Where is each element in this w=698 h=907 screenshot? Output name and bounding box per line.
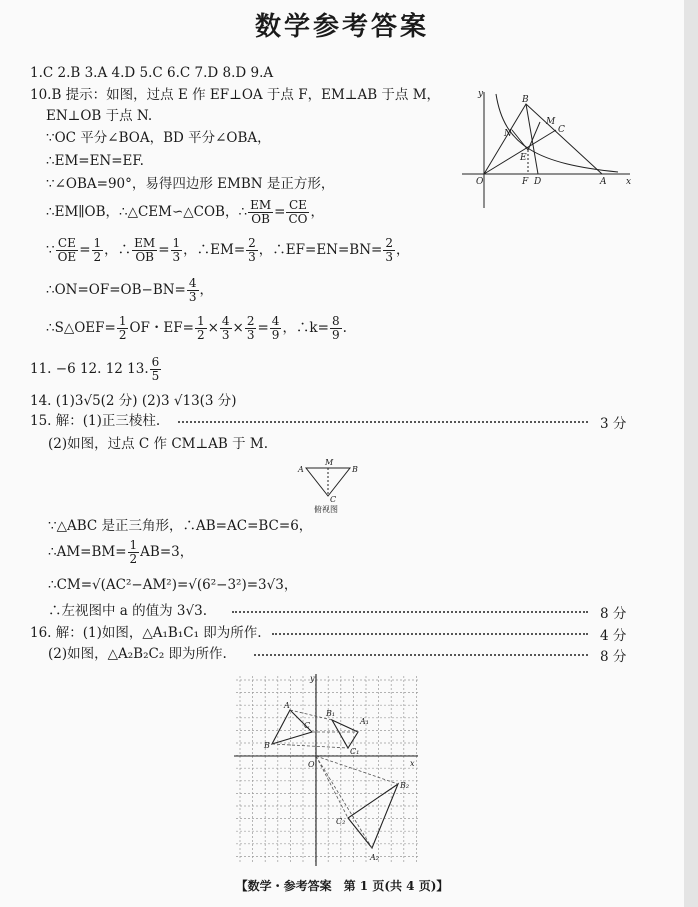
line-bb1: [272, 744, 348, 748]
q16-line2: (2)如图，△A₂B₂C₂ 即为所作.: [48, 646, 227, 662]
denominator: 9: [271, 328, 280, 342]
denominator: 9: [331, 328, 340, 342]
q10-line4: ∴EM=EN=EF.: [46, 153, 144, 169]
denominator: OB: [251, 212, 270, 226]
text: ∴EM∥OB，∴△CEM∽△COB，∴: [46, 204, 248, 220]
q16-line1: 16. 解：(1)如图，△A₁B₁C₁ 即为所作.: [30, 625, 262, 641]
page-footer: 【数学・参考答案 第 1 页(共 4 页)】: [235, 879, 449, 893]
page-title: 数学参考答案: [254, 12, 429, 42]
text: ，∴EF=EN=BN=: [258, 242, 383, 258]
numerator: EM: [134, 236, 156, 250]
label-y: y: [310, 674, 315, 683]
denominator: OE: [57, 250, 77, 264]
numerator: 1: [118, 314, 127, 328]
text: ，∴: [104, 242, 132, 258]
fraction: [187, 277, 199, 304]
score-q15-part1: 3 分: [600, 416, 627, 432]
label-n: N: [504, 129, 512, 139]
fraction: [56, 237, 79, 264]
ray-oa2: [316, 756, 372, 848]
text: .: [342, 320, 347, 336]
figure-caption: 俯视图: [314, 505, 338, 514]
dotted-leader: [232, 611, 588, 613]
denominator: 2: [129, 552, 138, 566]
label-a: A: [298, 465, 304, 474]
label-b: B: [352, 465, 358, 474]
text: ，: [310, 204, 324, 220]
label-o: O: [308, 760, 315, 769]
label-c: C: [304, 721, 311, 730]
fraction: [248, 199, 273, 226]
label-f: F: [522, 177, 529, 187]
label-c: C: [330, 495, 337, 504]
denominator: 5: [151, 369, 160, 383]
q15-line4: [48, 538, 193, 566]
denominator: 3: [221, 328, 230, 342]
q15-line6: ∴左视图中 a 的值为 3√3.: [48, 603, 207, 619]
denominator: 2: [118, 328, 127, 342]
fraction: [383, 237, 395, 264]
denominator: 2: [93, 250, 102, 264]
mcq-answers: 1.C 2.B 3.A 4.D 5.C 6.C 7.D 8.D 9.A: [30, 65, 274, 81]
text: ∵: [46, 242, 55, 258]
q10-line2: EN⊥OB 于点 N.: [46, 108, 153, 124]
fraction: [220, 315, 232, 342]
numerator: 1: [93, 236, 102, 250]
dotted-leader: [254, 654, 588, 656]
text: 11. −6 12. 12 13.: [30, 361, 149, 377]
score-q16-part1: 4 分: [600, 628, 627, 644]
denominator: 2: [196, 328, 205, 342]
label-b2: B₂: [400, 781, 410, 790]
label-a1: A₁: [360, 717, 369, 726]
denominator: 3: [248, 250, 256, 264]
fraction: [195, 315, 207, 342]
denominator: OB: [135, 250, 154, 264]
q15-line2: (2)如图，过点 C 作 CM⊥AB 于 M.: [48, 436, 269, 452]
text: =: [274, 204, 286, 220]
label-o: O: [476, 177, 484, 187]
fraction: [117, 315, 129, 342]
numerator: CE: [286, 199, 309, 213]
label-b1: B₁: [326, 709, 336, 718]
fraction: [330, 315, 342, 342]
q15-line3: ∵△ABC 是正三角形，∴AB=AC=BC=6，: [48, 518, 313, 534]
q16-grid-figure: [232, 672, 422, 868]
dotted-leader: [272, 633, 588, 635]
text: ，∴k=: [282, 320, 329, 336]
numerator: 1: [129, 538, 138, 552]
label-c: C: [558, 125, 565, 135]
q10-line1: 10.B 提示：如图，过点 E 作 EF⊥OA 于点 F，EM⊥AB 于点 M，: [30, 87, 441, 103]
text: ×: [232, 320, 244, 336]
numerator: 4: [221, 314, 230, 328]
q10-line8: [46, 276, 213, 304]
top-view-figure: [294, 456, 364, 516]
text: ，: [396, 242, 410, 258]
fraction: [286, 199, 309, 226]
numerator: 4: [271, 314, 280, 328]
q10-line5: ∵∠OBA=90°，易得四边形 EMBN 是正方形，: [46, 176, 335, 192]
q14-answer: 14. (1)3√5(2 分) (2)3 √13(3 分): [30, 393, 237, 409]
label-m: M: [546, 117, 556, 127]
text: ，∴EM=: [183, 242, 246, 258]
label-b: B: [264, 741, 270, 750]
score-q16-part2: 8 分: [600, 649, 627, 665]
fraction: [246, 237, 258, 264]
triangle-a1b1c1: [332, 720, 358, 748]
numerator: 2: [248, 236, 256, 250]
dotted-leader: [178, 421, 588, 423]
numerator: 1: [172, 236, 181, 250]
numerator: 2: [385, 236, 393, 250]
numerator: 4: [188, 276, 197, 290]
numerator: 1: [196, 314, 205, 328]
denominator: 3: [188, 290, 197, 304]
numerator: 8: [331, 314, 340, 328]
denominator: CO: [288, 212, 308, 226]
fraction: [128, 539, 140, 566]
ray-oc2: [316, 756, 348, 818]
q15-line1: 15. 解：(1)正三棱柱.: [30, 413, 161, 429]
text: ×: [207, 320, 219, 336]
label-a: A: [600, 177, 607, 187]
denominator: 3: [172, 250, 181, 264]
numerator: CE: [56, 237, 79, 251]
fraction: [270, 315, 282, 342]
label-y: y: [478, 89, 484, 99]
fraction: [92, 237, 104, 264]
q10-line7: [46, 236, 410, 264]
fraction: [150, 356, 162, 383]
q10-line6: [46, 198, 324, 226]
numerator: 6: [151, 355, 160, 369]
text: ，: [199, 282, 214, 298]
label-a2: A₂: [370, 853, 379, 862]
label-m: M: [325, 458, 334, 467]
text: ∴AM=BM=: [48, 544, 127, 560]
label-a: A: [284, 701, 290, 710]
score-q15-part2: 8 分: [600, 606, 627, 622]
fraction: [171, 237, 183, 264]
fraction: [245, 315, 257, 342]
text: =: [158, 242, 170, 258]
scan-edge: [684, 0, 698, 907]
numerator: 2: [246, 314, 255, 328]
text: =: [257, 320, 269, 336]
q10-line9: [46, 314, 347, 342]
denominator: 3: [385, 250, 393, 264]
label-d: D: [534, 177, 542, 187]
text: ∴ON=OF=OB−BN=: [46, 282, 186, 298]
q10-figure: [458, 86, 636, 212]
label-x: x: [410, 759, 415, 768]
text: =: [79, 242, 91, 258]
q11-13-answers: [30, 354, 162, 384]
fraction: [132, 237, 157, 264]
q15-line5: ∴CM=√(AC²−AM²)=√(6²−3²)=3√3，: [48, 577, 298, 593]
line-oc: [484, 130, 556, 174]
text: ∴S△OEF=: [46, 320, 116, 336]
numerator: EM: [250, 198, 272, 212]
label-c2: C₂: [336, 817, 346, 826]
text: OF・EF=: [129, 320, 194, 336]
denominator: 3: [246, 328, 255, 342]
label-c1: C₁: [350, 747, 360, 756]
label-b: B: [522, 95, 529, 105]
q10-line3: ∵OC 平分∠BOA，BD 平分∠OBA，: [46, 130, 271, 146]
text: AB=3，: [140, 544, 194, 560]
label-x: x: [626, 177, 632, 187]
label-e: E: [520, 153, 527, 163]
